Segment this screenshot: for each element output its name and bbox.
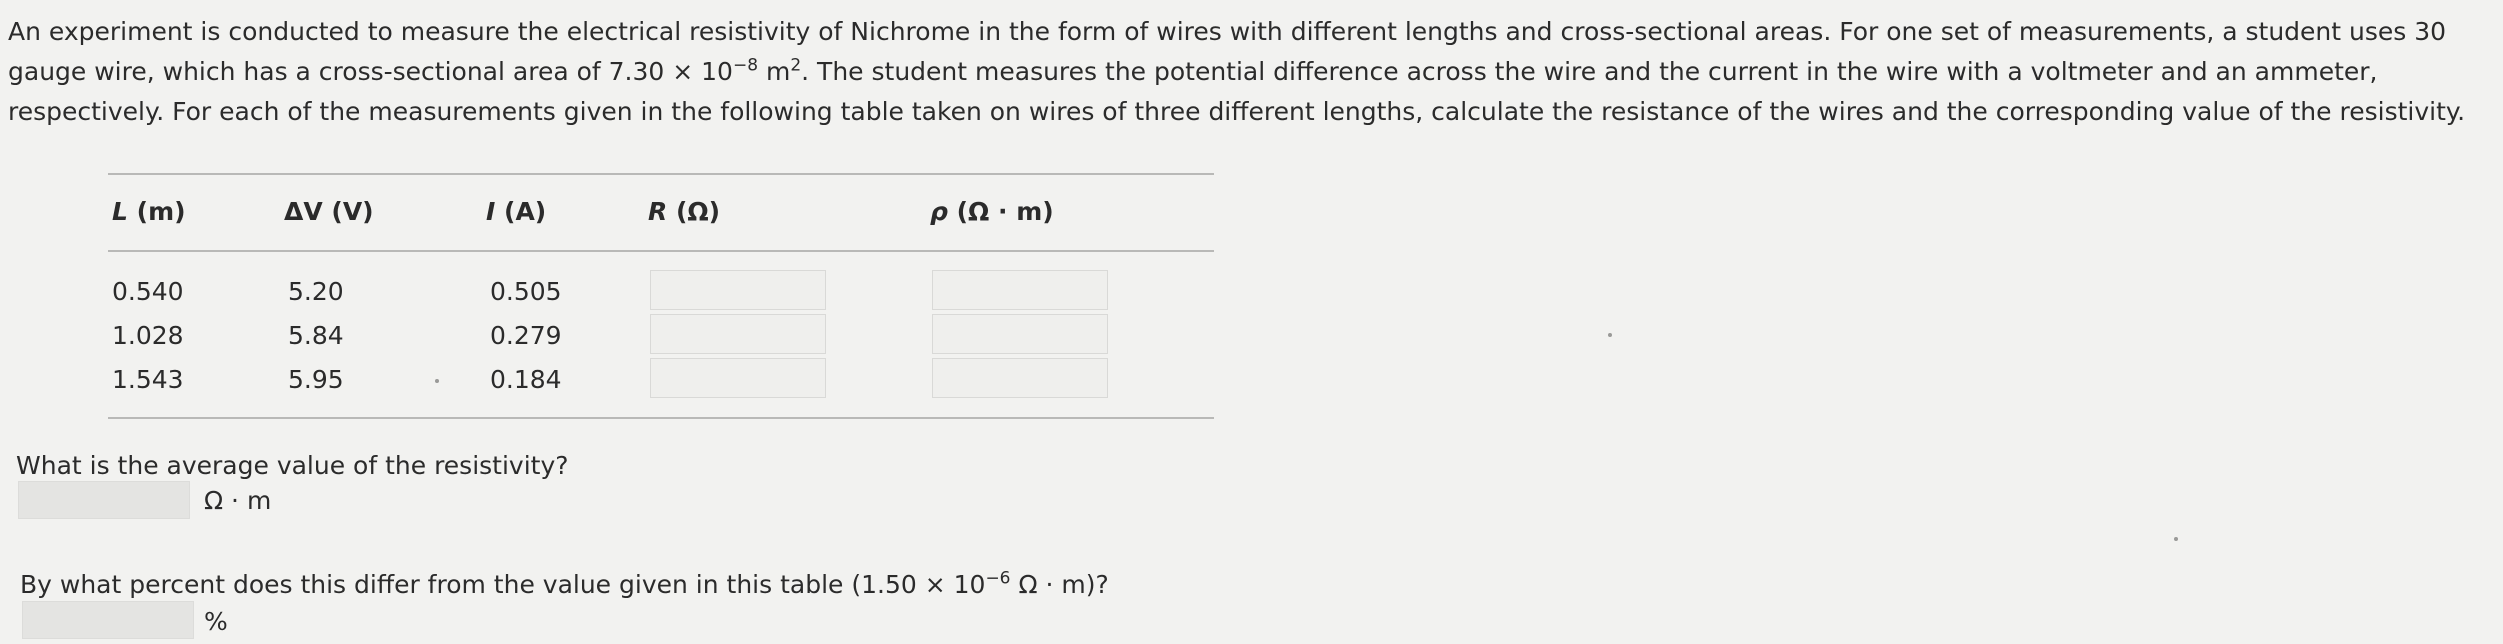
resistivity-input-row1[interactable] bbox=[932, 270, 1108, 310]
stray-mark bbox=[2174, 537, 2178, 541]
table-top-rule bbox=[108, 173, 1214, 175]
table-header-rule bbox=[108, 250, 1214, 252]
table-cell-length: 0.540 bbox=[112, 277, 184, 306]
table-cell-voltage: 5.20 bbox=[288, 277, 344, 306]
table-cell-length: 1.543 bbox=[112, 365, 184, 394]
average-resistivity-input[interactable] bbox=[18, 481, 190, 519]
average-resistivity-unit: Ω · m bbox=[204, 486, 272, 515]
table-cell-voltage: 5.84 bbox=[288, 321, 344, 350]
percent-difference-unit: % bbox=[204, 607, 228, 636]
header-resistance: R (Ω) bbox=[648, 197, 721, 226]
stray-mark bbox=[1608, 333, 1612, 337]
average-resistivity-question: What is the average value of the resistivity? bbox=[16, 451, 569, 480]
header-current: I (A) bbox=[486, 197, 547, 226]
header-voltage: ΔV (V) bbox=[284, 197, 374, 226]
table-cell-voltage: 5.95 bbox=[288, 365, 344, 394]
problem-statement: An experiment is conducted to measure the electrical resistivity of Nichrome in the form of wires with different lengths and cross-sectional areas. For one set of measurements, a student uses 30 gauge wire, which has a cross-sectional area of $7.30 \times 10^{-8}$ $m^2$. The student measures the potential difference across the wire and the current in the wire with a voltmeter and an ammeter, respectively. For each of the measurements given in the following table taken on wires of three different lengths, calculate the resistance of the wires and the corresponding value of the resistivity. bbox=[8, 17, 2466, 126]
resistivity-input-row2[interactable] bbox=[932, 314, 1108, 354]
resistance-input-row2[interactable] bbox=[650, 314, 826, 354]
table-cell-current: 0.279 bbox=[490, 321, 562, 350]
header-resistivity: ρ (Ω · m) bbox=[930, 197, 1054, 226]
resistance-input-row1[interactable] bbox=[650, 270, 826, 310]
resistance-input-row3[interactable] bbox=[650, 358, 826, 398]
percent-difference-input[interactable] bbox=[22, 601, 194, 639]
table-cell-current: 0.505 bbox=[490, 277, 562, 306]
table-cell-current: 0.184 bbox=[490, 365, 562, 394]
table-bottom-rule bbox=[108, 417, 1214, 419]
stray-mark bbox=[435, 379, 439, 383]
header-length: L (m) bbox=[112, 197, 186, 226]
table-cell-length: 1.028 bbox=[112, 321, 184, 350]
percent-difference-question: By what percent does this differ from the value given in this table ($1.50 \times 10^{-6}$ Ω · m)? bbox=[20, 568, 1109, 599]
resistivity-input-row3[interactable] bbox=[932, 358, 1108, 398]
